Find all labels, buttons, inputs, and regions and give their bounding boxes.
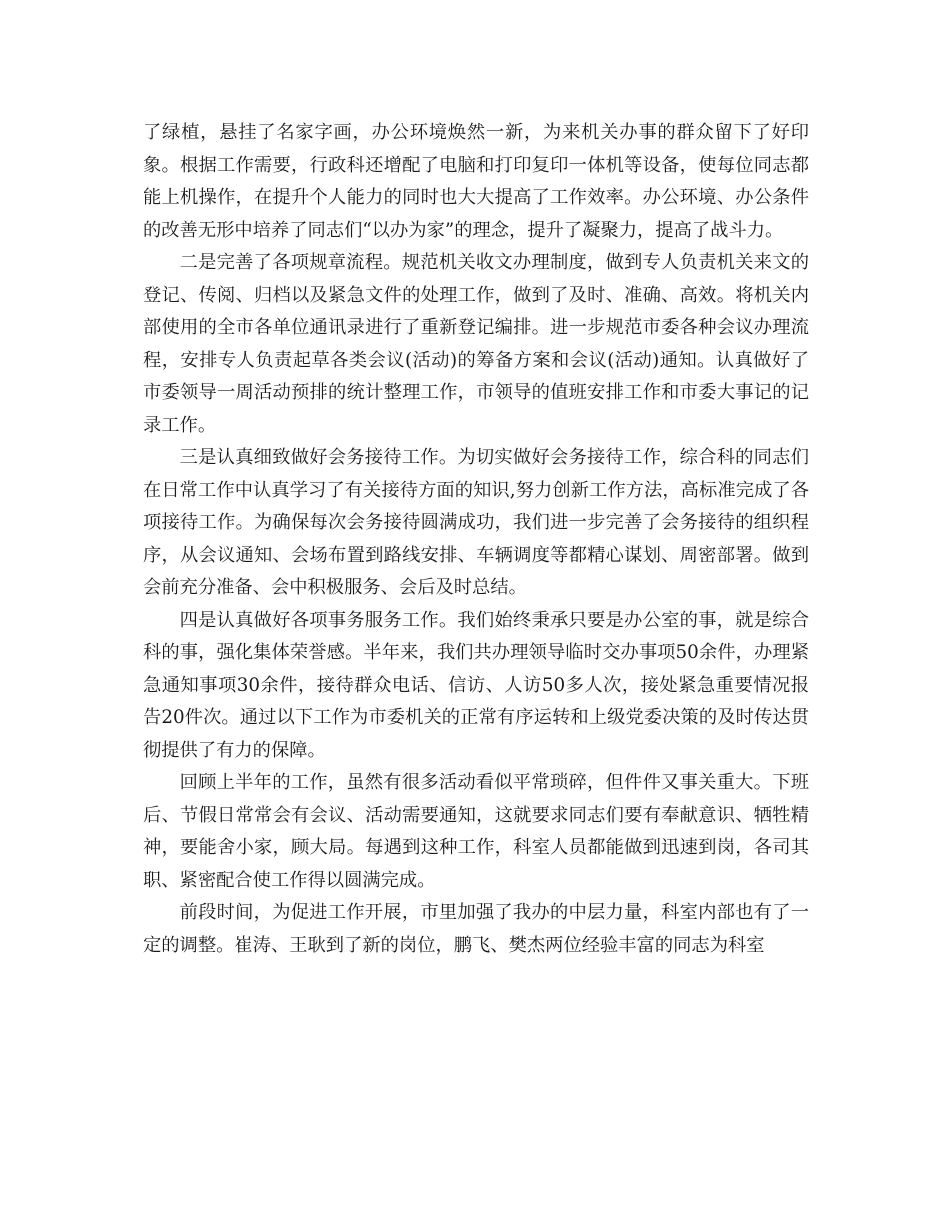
paragraph-half-year-review: 回顾上半年的工作，虽然有很多活动看似平常琐碎，但件件又事关重大。下班后、节假日常常会有会议、活动需要通知，这就要求同志们要有奉献意识、牺牲精神，要能舍小家，顾大局。每遇到这种工作，科室人员都能做到迅速到岗，各司其职、紧密配合使工作得以圆满完成。 xyxy=(143,772,809,891)
paragraph-staff-adjustment: 前段时间，为促进工作开展，市里加强了我办的中层力量，科室内部也有了一定的调整。崔涛、王耿到了新的岗位，鹏飞、樊杰两位经验丰富的同志为科室 xyxy=(143,902,809,956)
paragraph-reception-work: 三是认真细致做好会务接待工作。为切实做好会务接待工作，综合科的同志们在日常工作中认真学习了有关接待方面的知识,努力创新工作方法，高标准完成了各项接待工作。为确保每次会务接待圆满成功，我们进一步完善了会务接待的组织程序，从会议通知、会场布置到路线安排、车辆调度等都精心谋划、周密部署。做到会前充分准备、会中积极服务、会后及时总结。 xyxy=(143,447,809,598)
paragraph-office-environment: 了绿植，悬挂了名家字画，办公环境焕然一新，为来机关办事的群众留下了好印象。根据工作需要，行政科还增配了电脑和打印复印一体机等设备，使每位同志都能上机操作，在提升个人能力的同时也大大提高了工作效率。办公环境、办公条件的改善无形中培养了同志们“以办为家”的理念，提升了凝聚力，提高了战斗力。 xyxy=(143,122,809,241)
paragraph-rules-and-procedures: 二是完善了各项规章流程。规范机关收文办理制度，做到专人负责机关来文的登记、传阅、归档以及紧急文件的处理工作，做到了及时、准确、高效。将机关内部使用的全市各单位通讯录进行了重新登记编排。进一步规范市委各种会议办理流程，安排专人负责起草各类会议(活动)的筹备方案和会议(活动)通知。认真做好了市委领导一周活动预排的统计整理工作，市领导的值班安排工作和市委大事记的记录工作。 xyxy=(143,252,809,436)
document-page xyxy=(143,117,809,962)
paragraph-affairs-service: 四是认真做好各项事务服务工作。我们始终秉承只要是办公室的事，就是综合科的事，强化集体荣誉感。半年来，我们共办理领导临时交办事项50余件，办理紧急通知事项30余件，接待群众电话、信访、人访50多人次，接处紧急重要情况报告20件次。通过以下工作为市委机关的正常有序运转和上级党委决策的及时传达贯彻提供了有力的保障。 xyxy=(143,609,809,761)
